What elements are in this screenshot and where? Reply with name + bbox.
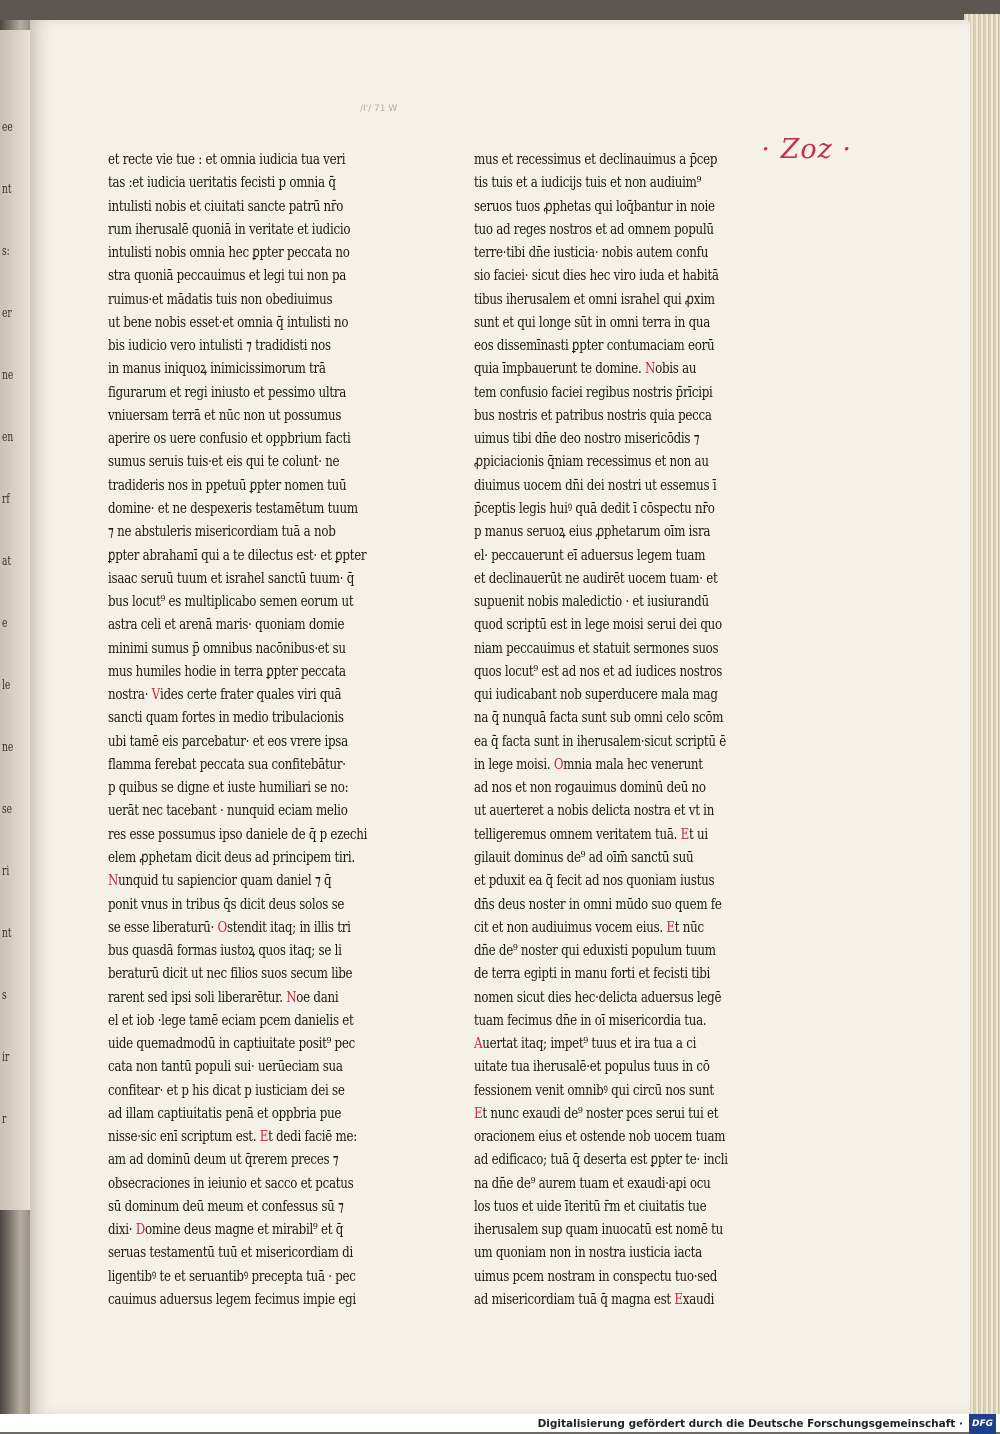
text-line-content: uimus tibi dn̄e deo nostro misericōdis ⁊: [474, 429, 700, 448]
text-line: [108, 1125, 410, 1148]
text-line-content: bus locut⁹ es multiplicabo semen eorum ut: [108, 592, 354, 611]
text-line: [474, 706, 774, 729]
text-line: [474, 1055, 774, 1078]
text-line-content: diuimus uocem dn̄i dei nostri ut essemus ī: [474, 475, 717, 494]
previous-page-fragment: e: [2, 616, 8, 631]
footer-bar: [0, 1414, 1000, 1432]
text-line-content: isaac seruū tuum et israhel sanctū tuum· q̄: [108, 568, 355, 587]
text-line-content: tibus iherusalem et omni israhel qui ꝓxim: [474, 289, 715, 308]
text-line-content: fessionem venit omnibꝰ qui circū nos sunt: [474, 1080, 714, 1099]
text-line-content: sio faciei· sicut dies hec viro iuda et habitā: [474, 266, 719, 285]
text-line-content: domine· et ne despexeris testamētum tuum: [108, 498, 358, 517]
text-line-content: ad misericordiam tuā q̄ magna est Exaudi: [474, 1290, 715, 1309]
text-line: [474, 520, 774, 543]
previous-page-fragment: en: [2, 430, 14, 445]
previous-page-fragment: ne: [2, 740, 14, 755]
text-line-content: se esse liberaturū· Ostendit itaq; in illis tri: [108, 917, 351, 936]
text-line: [108, 171, 410, 194]
text-line: [474, 195, 774, 218]
text-line: [474, 381, 774, 404]
text-line-content: telligeremus omnem veritatem tuā. Et ui: [474, 824, 708, 843]
text-line-content: ut bene nobis esset·et omnia q̄ intulisti no: [108, 312, 349, 331]
text-line-content: tem confusio faciei regibus nostris p̄rīcipi: [474, 382, 713, 401]
text-line: [474, 241, 774, 264]
text-line-content: am ad dominū deum ut q̄rerem preces ⁊: [108, 1150, 339, 1169]
text-line: [108, 706, 410, 729]
text-line: [474, 1288, 774, 1311]
text-line: [474, 497, 774, 520]
text-line-content: Nunquid tu sapiencior quam daniel ⁊ q̄: [108, 871, 332, 890]
text-line: [474, 683, 774, 706]
footer-credit: Digitalisierung gefördert durch die Deutsche Forschungsgemeinschaft ·: [537, 1418, 963, 1430]
text-line: [474, 567, 774, 590]
text-line-content: flamma ferebat peccata sua confitebātur·: [108, 754, 346, 773]
text-line: [108, 753, 410, 776]
text-line-content: figurarum et regi iniusto et pessimo ultra: [108, 382, 347, 401]
text-line-content: cata non tantū populi sui· uerūeciam sua: [108, 1057, 343, 1076]
text-line-content: vniuersam terrā et nūc non ut possumus: [108, 405, 342, 424]
text-line: [108, 962, 410, 985]
text-line: [108, 1079, 410, 1102]
text-line-content: nomen sicut dies hec·delicta aduersus legē: [474, 987, 722, 1006]
text-line: [108, 264, 410, 287]
text-line: [474, 1241, 774, 1264]
text-line-content: ligentibꝰ te et seruantibꝰ precepta tuā · pec: [108, 1266, 356, 1285]
text-line-content: et declinauerūt ne audirēt uocem tuam· et: [474, 568, 718, 587]
text-line-content: Auertat itaq; impet⁹ tuus et ira tua a ci: [474, 1034, 697, 1053]
text-line-content: confitear· et p his dicat p iusticiam dei se: [108, 1080, 345, 1099]
text-line-content: seruos tuos ꝓphetas qui loq̄bantur in noie: [474, 196, 715, 215]
previous-page-edge: [0, 30, 32, 1210]
text-line-content: bus quasdā formas iustoꝝ quos itaq; se li: [108, 941, 342, 960]
text-column-left: [108, 148, 410, 1311]
dfg-logo: DFG: [969, 1414, 996, 1434]
text-line: [474, 171, 774, 194]
text-line: [108, 986, 410, 1009]
text-line: [474, 1102, 774, 1125]
text-line-content: dn̄s deus noster in omni mūdo suo quem fe: [474, 894, 722, 913]
text-line-content: bis iudicio vero intulisti ⁊ tradidisti nos: [108, 336, 331, 355]
text-line-content: ⁊ ne abstuleris misericordiam tuā a nob: [108, 522, 336, 541]
text-line-content: ubi tamē eis parcebatur· et eos vrere ipsa: [108, 731, 348, 750]
text-line-content: tuo ad reges nostros et ad omnem populū: [474, 219, 714, 238]
text-line-content: rarent sed ipsi soli liberarētur. Noe dani: [108, 987, 339, 1006]
text-line-content: minimi sumus p̄ omnibus nacōnibus·et su: [108, 638, 346, 657]
text-line-content: ꝑpter abrahamī qui a te dilectus est· et ꝑpter: [108, 545, 367, 564]
text-line: [108, 613, 410, 636]
text-line-content: p̄ceptis legis huiꝰ quā dedit ī cōspectu nr̄o: [474, 498, 715, 517]
text-line-content: uimus pcem nostram in conspectu tuo·sed: [474, 1266, 718, 1285]
text-line: [108, 404, 410, 427]
text-line-content: nisse·sic enī scriptum est. Et dedi faciē me:: [108, 1127, 357, 1146]
text-line-content: in lege moisi. Omnia mala hec venerunt: [474, 754, 703, 773]
text-line: [474, 823, 774, 846]
text-line-content: ponit vnus in tribus q̄s dicit deus solos se: [108, 894, 345, 913]
text-line-content: nostra· Vides certe frater quales viri quā: [108, 685, 342, 704]
text-line: [474, 613, 774, 636]
text-line: [474, 590, 774, 613]
top-edge: [0, 0, 1000, 22]
text-line: [474, 148, 774, 171]
text-line: [474, 776, 774, 799]
text-line-content: los tuos et uide īteritū r̄m et ciuitatis tue: [474, 1196, 707, 1215]
text-line-content: astra celi et arenā maris· quoniam domie: [108, 615, 345, 634]
text-line-content: tis tuis et a iudicijs tuis et non audiuim⁹: [474, 173, 702, 192]
text-line-content: uerāt nec tacebant · nunquid eciam melio: [108, 801, 348, 820]
text-line: [108, 357, 410, 380]
text-line: [474, 1125, 774, 1148]
text-line: [108, 311, 410, 334]
text-line: [108, 474, 410, 497]
text-line-content: tas :et iudicia ueritatis fecisti p omnia q̄: [108, 173, 336, 192]
previous-page-fragment: ne: [2, 368, 14, 383]
previous-page-fragment: ee: [2, 120, 13, 135]
text-line: [474, 311, 774, 334]
text-line-content: mus et recessimus et declinauimus a p̄cep: [474, 150, 718, 168]
text-line-content: de terra egipti in manu forti et fecisti tibi: [474, 964, 711, 983]
text-line: [474, 1079, 774, 1102]
text-line-content: ad illam captiuitatis penā et oppbria pue: [108, 1103, 342, 1122]
text-line-content: p quibus se digne et iuste humiliari se no:: [108, 778, 349, 797]
folio-number: · Zoz ·: [761, 134, 852, 165]
text-line: [108, 427, 410, 450]
text-line-content: supuenit nobis maledictio · et iusiurandū: [474, 592, 709, 611]
text-line-content: um quoniam non in nostra iusticia iacta: [474, 1243, 702, 1262]
text-line: [108, 567, 410, 590]
text-line: [108, 1009, 410, 1032]
text-line-content: seruas testamentū tuū et misericordiam di: [108, 1243, 353, 1262]
text-line-content: qui iudicabant nob superducere mala mag: [474, 685, 718, 704]
text-line: [108, 520, 410, 543]
text-line: [474, 846, 774, 869]
text-line: [474, 1148, 774, 1171]
text-line: [474, 450, 774, 473]
previous-page-fragment: s: [2, 988, 7, 1003]
text-line: [108, 683, 410, 706]
text-line-content: sunt et qui longe sūt in omni terra in qua: [474, 312, 711, 331]
text-line: [108, 1032, 410, 1055]
text-line-content: ea q̄ facta sunt in iherusalem·sicut scriptū ē: [474, 731, 726, 750]
text-line: [474, 288, 774, 311]
text-line-content: uitate tua iherusalē·et populus tuus in cō: [474, 1057, 710, 1076]
text-line: [108, 450, 410, 473]
text-line: [474, 357, 774, 380]
text-line-content: oracionem eius et ostende nob uocem tuam: [474, 1127, 726, 1146]
pencil-mark: /I'/ 71 W: [360, 104, 398, 114]
text-line: [474, 264, 774, 287]
text-line-content: terre·tibi dn̄e iusticia· nobis autem confu: [474, 243, 709, 262]
text-line-content: et pduxit ea q̄ fecit ad nos quoniam iustus: [474, 871, 715, 890]
text-line: [108, 1218, 410, 1241]
text-line-content: sumus seruis tuis·et eis qui te colunt· ne: [108, 452, 340, 471]
text-line-content: sū dominum deū meum et confessus sū ⁊: [108, 1196, 344, 1215]
previous-page-fragment: se: [2, 802, 13, 817]
text-line: [474, 799, 774, 822]
text-line-content: quod scriptū est in lege moisi serui dei quo: [474, 615, 722, 634]
text-line-content: dixi· Domine deus magne et mirabil⁹ et q̄: [108, 1220, 344, 1239]
text-line-content: quos locut⁹ est ad nos et ad iudices nostros: [474, 661, 723, 680]
text-line: [108, 916, 410, 939]
text-line: [474, 474, 774, 497]
text-line: [474, 939, 774, 962]
text-line-content: et recte vie tue : et omnia iudicia tua veri: [108, 150, 346, 168]
text-line: [108, 846, 410, 869]
text-line-content: intulisti nobis omnia hec ꝑpter peccata no: [108, 243, 350, 262]
text-line: [108, 1288, 410, 1311]
text-line: [474, 544, 774, 567]
text-line-content: tradideris nos in ppetuū ꝑpter nomen tuū: [108, 475, 347, 494]
text-line-content: bus nostris et patribus nostris quia pecca: [474, 405, 712, 424]
text-line-content: rum iherusalē quoniā in veritate et iudicio: [108, 219, 351, 238]
text-line: [474, 1032, 774, 1055]
text-line: [474, 404, 774, 427]
text-line-content: eos dissemīnasti ꝑpter contumaciam eorū: [474, 336, 715, 355]
text-line: [474, 893, 774, 916]
text-line: [474, 660, 774, 683]
text-line: [108, 288, 410, 311]
text-line: [108, 939, 410, 962]
text-line: [474, 962, 774, 985]
text-line-content: in manus iniquoꝝ inimicissimorum trā: [108, 359, 326, 378]
text-line-content: el et iob ·lege tamē eciam pcem danielis et: [108, 1010, 354, 1029]
previous-page-fragment: rf: [2, 492, 10, 507]
text-line-content: intulisti nobis et ciuitati sancte patrū nr̄o: [108, 196, 344, 215]
text-line: [474, 1009, 774, 1032]
text-line-content: uide quemadmodū in captiuitate posit⁹ pec: [108, 1034, 355, 1053]
text-line-content: cauimus aduersus legem fecimus impie egi: [108, 1290, 356, 1309]
text-line-content: mus humiles hodie in terra ꝑpter peccata: [108, 661, 346, 680]
text-line: [108, 590, 410, 613]
text-line: [474, 1172, 774, 1195]
text-line-content: niam peccauimus et statuit sermones suos: [474, 638, 719, 657]
text-line: [108, 776, 410, 799]
text-line: [108, 1102, 410, 1125]
previous-page-fragment: le: [2, 678, 11, 693]
text-line: [474, 986, 774, 1009]
text-line-content: obsecraciones in ieiunio et sacco et pcatus: [108, 1173, 354, 1192]
text-line: [108, 1148, 410, 1171]
text-line: [474, 753, 774, 776]
text-line: [474, 218, 774, 241]
previous-page-fragment: nt: [2, 182, 12, 197]
text-line: [474, 916, 774, 939]
text-line: [108, 730, 410, 753]
text-line-content: ꝓpiciacionis q̄niam recessimus et non au: [474, 452, 709, 471]
previous-page-fragment: s:: [2, 244, 10, 259]
text-line-content: dn̄e de⁹ noster qui eduxisti populum tuum: [474, 941, 716, 960]
text-line: [108, 1265, 410, 1288]
text-line: [108, 1172, 410, 1195]
previous-page-fragment: ri: [2, 864, 10, 879]
previous-page-fragment: nt: [2, 926, 12, 941]
previous-page-fragment: er: [2, 306, 12, 321]
text-line: [108, 823, 410, 846]
text-line-content: tuam fecimus dn̄e in oī misericordia tua.: [474, 1010, 707, 1029]
text-line: [108, 544, 410, 567]
text-line-content: gilauit dominus de⁹ ad oīm̄ sanctū suū: [474, 847, 694, 866]
text-line: [108, 799, 410, 822]
text-line: [474, 427, 774, 450]
text-line: [108, 1055, 410, 1078]
text-line-content: ad nos et non rogauimus dominū deū no: [474, 778, 706, 797]
text-line: [108, 148, 410, 171]
text-line: [108, 1241, 410, 1264]
text-line: [108, 1195, 410, 1218]
text-line-content: p manus seruoꝝ eius ꝓphetarum oīm isra: [474, 522, 711, 541]
text-line-content: cit et non audiuimus vocem eius. Et nūc: [474, 917, 704, 936]
text-column-right: [474, 148, 774, 1311]
text-line: [108, 893, 410, 916]
text-line-content: el· peccauerunt eī aduersus legem tuam: [474, 545, 706, 564]
text-line: [474, 1218, 774, 1241]
text-line: [474, 869, 774, 892]
text-line-content: sancti quam fortes in medio tribulacionis: [108, 708, 344, 727]
text-line: [108, 381, 410, 404]
text-line-content: ruimus·et mādatis tuis non obediuimus: [108, 289, 333, 308]
text-line-content: ad edificaco; tuā q̄ deserta est ꝑpter te· incli: [474, 1150, 728, 1169]
text-line: [108, 637, 410, 660]
text-line-content: elem ꝓphetam dicit deus ad principem tiri.: [108, 847, 355, 866]
text-line-content: iherusalem sup quam inuocatū est nomē tu: [474, 1220, 723, 1239]
text-line-content: stra quoniā peccauimus et legi tui non pa: [108, 266, 347, 285]
text-line-content: res esse possumus ipso daniele de q̄ p ezechi: [108, 824, 368, 843]
text-line: [108, 334, 410, 357]
text-line: [108, 218, 410, 241]
previous-page-fragment: ir: [2, 1050, 10, 1065]
text-line: [108, 241, 410, 264]
text-line-content: ut auerteret a nobis delicta nostra et vt in: [474, 801, 715, 820]
text-line: [474, 1265, 774, 1288]
text-line-content: Et nunc exaudi de⁹ noster pces serui tui et: [474, 1103, 719, 1122]
text-line: [474, 637, 774, 660]
text-line: [108, 195, 410, 218]
text-line-content: na dn̄e de⁹ aurem tuam et exaudi·api ocu: [474, 1173, 711, 1192]
text-line-content: quia īmpbauerunt te domine. Nobis au: [474, 359, 697, 378]
previous-page-fragment: r: [2, 1112, 7, 1127]
previous-page-fragment: at: [2, 554, 12, 569]
text-line: [474, 730, 774, 753]
text-line: [474, 334, 774, 357]
text-line: [108, 869, 410, 892]
text-line: [108, 497, 410, 520]
text-line: [108, 660, 410, 683]
text-line-content: beraturū dicit ut nec filios suos secum libe: [108, 964, 353, 983]
text-line: [474, 1195, 774, 1218]
text-line-content: na q̄ nunquā facta sunt sub omni celo scōm: [474, 708, 724, 727]
text-line-content: aperire os uere confusio et oppbrium facti: [108, 429, 351, 448]
